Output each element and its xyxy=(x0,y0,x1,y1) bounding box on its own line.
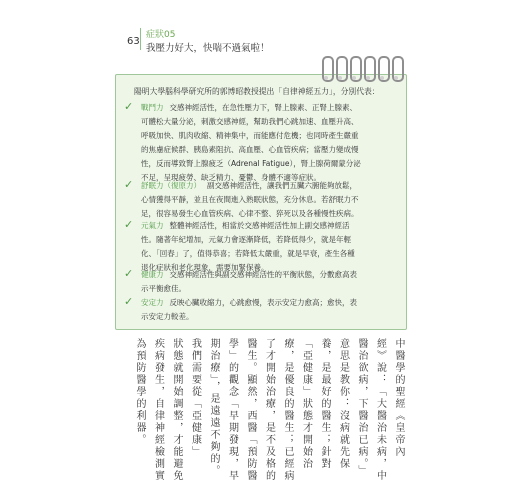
ring-hole-icon xyxy=(338,76,342,80)
checkmark-icon: ✓ xyxy=(124,295,134,308)
item-line: 示平衡愈佳。 xyxy=(141,284,186,293)
item-line: 不足，呈現疲勞、缺乏精力、憂鬱、身體不適等症狀。 xyxy=(141,173,321,182)
chapter-title: 我壓力好大，快喘不過氣啦！ xyxy=(146,43,270,54)
ring-hole-icon xyxy=(324,76,328,80)
header-divider xyxy=(140,28,141,50)
page-number: 63 xyxy=(127,36,140,47)
list-item xyxy=(124,101,361,185)
intro-text: 陽明大學腦科學研究所的郭博昭教授提出「自律神經五力」，分別代表： xyxy=(134,87,380,96)
item-line xyxy=(124,219,355,233)
vertical-text-column: 我們需要從「亞健康」 xyxy=(189,338,201,458)
item-line: 化、「回春」了，值得恭喜；若降低太嚴重，就是早衰，產生各種 xyxy=(141,249,355,258)
item-term: 戰鬥力 xyxy=(141,103,164,112)
item-line: 心情獲得平靜，並且在夜間進入熟眠狀態，充分休息。若舒眠力不 xyxy=(141,195,359,204)
vertical-text-column: 經》說：「大醫治未病，中 xyxy=(374,338,386,482)
list-item xyxy=(124,218,355,280)
item-line: 的焦慮症候群、胰島素阻抗、高血壓、心血管疾病；當壓力變成慢 xyxy=(141,145,359,154)
item-line: 足，很容易發生心血管疾病、心律不整、猝死以及各種慢性疾病。 xyxy=(141,209,359,218)
item-description: 副交感神經活性，讓我們五臟六腑能夠放鬆， xyxy=(207,181,357,190)
vertical-text-column: 醫治欲病，下醫治已病。」 xyxy=(356,338,367,477)
vertical-text-column: 意思是教你：沒病就先保 xyxy=(337,338,349,470)
item-line xyxy=(124,296,357,310)
symptom-label: 症狀05 xyxy=(146,30,176,40)
ring-hole-icon xyxy=(394,76,398,80)
vertical-text-column: 期治療」，是遠遠不夠的。 xyxy=(208,338,219,477)
item-term: 元氣力 xyxy=(141,221,164,230)
item-term: 健康力 xyxy=(141,270,164,279)
item-description: 交感神經活性與副交感神經活性的平衡狀態，分數愈高表 xyxy=(169,270,357,279)
vertical-text-column: 為預防醫學的利器。 xyxy=(134,338,145,446)
item-description: 反映心臟收縮力，心跳愈慢，表示安定力愈高；愈快，表 xyxy=(169,298,357,307)
checkmark-icon: ✓ xyxy=(124,100,134,113)
item-line: 呼吸加快、肌肉收縮、精神集中，而能應付危機；也同時產生嚴重 xyxy=(141,131,359,140)
list-item xyxy=(124,179,359,221)
list-item xyxy=(124,268,357,296)
vertical-text-column: 學」的觀念「早期發現，早 xyxy=(226,338,238,482)
vertical-text-column: 了才開始治療，是不及格的 xyxy=(263,338,275,482)
vertical-text-column: 「亞健康」狀態才開始治 xyxy=(300,338,312,470)
list-item xyxy=(124,296,357,324)
item-line: 示安定力較差。 xyxy=(141,312,194,321)
checkmark-icon: ✓ xyxy=(124,178,134,191)
item-description: 交感神經活性，在急性壓力下，腎上腺素、正腎上腺素、 xyxy=(169,103,357,112)
item-description: 整體神經活性，相當於交感神經活性加上副交感神經活 xyxy=(169,221,350,230)
vertical-text-column: 療，是優良的醫生；已經病 xyxy=(282,338,293,482)
item-line xyxy=(124,179,359,193)
vertical-text-column: 醫生。顯然，西醫「預防醫 xyxy=(245,338,256,482)
item-line xyxy=(124,101,361,115)
vertical-text-column: 養，是最好的醫生；針對 xyxy=(319,338,330,470)
item-line xyxy=(124,268,357,282)
item-line: 性。隨著年紀增加，元氣力會逐漸降低，若降低得少，就是年輕 xyxy=(141,235,351,244)
item-line: 退化症狀和老化現象，需要加緊保養。 xyxy=(141,263,269,272)
item-term: 舒眠力（復原力） xyxy=(141,181,201,190)
item-line: 可體松大量分泌，刺激交感神經，幫助我們心跳加速、血壓升高、 xyxy=(141,117,359,126)
checkmark-icon: ✓ xyxy=(124,218,134,231)
vertical-text-column: 狀態就開始調整，才能避免 xyxy=(171,338,182,482)
vertical-text-column: 疾病發生，自律神經檢測實 xyxy=(152,338,164,482)
ring-hole-icon xyxy=(352,76,356,80)
item-line: 性，反而導致腎上腺疲乏（Adrenal Fatigue），腎上腺荷爾蒙分泌 xyxy=(141,159,361,168)
ring-hole-icon xyxy=(380,76,384,80)
item-term: 安定力 xyxy=(141,298,164,307)
ring-hole-icon xyxy=(366,76,370,80)
checkmark-icon: ✓ xyxy=(124,267,134,280)
vertical-text-column: 中醫學的聖經《皇帝內 xyxy=(393,338,404,458)
